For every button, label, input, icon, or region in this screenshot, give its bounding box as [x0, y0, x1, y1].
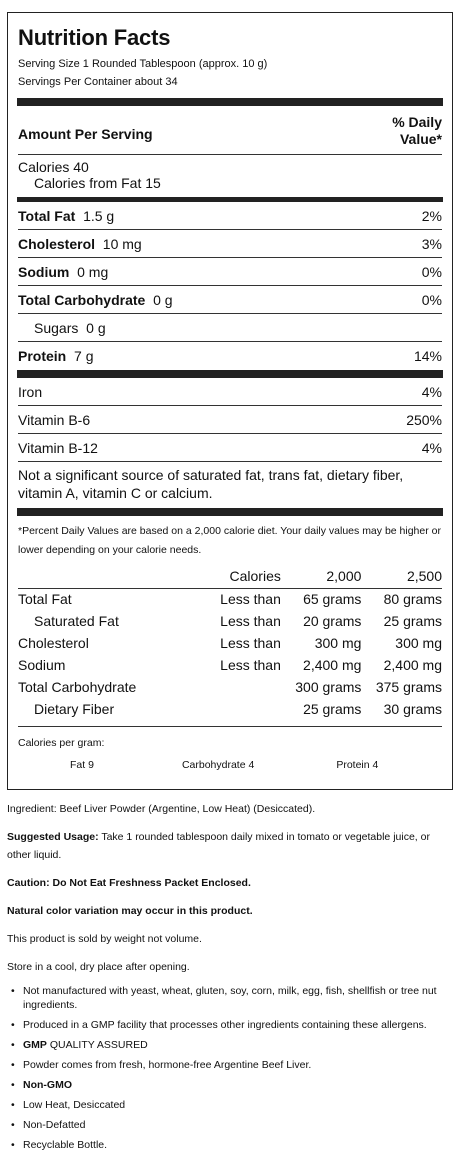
table-header: Calories 2,000 2,500 [18, 564, 442, 588]
calories-block [18, 155, 442, 197]
calories: Calories 40 [18, 159, 89, 175]
thick-divider [17, 370, 443, 378]
cpg-carbohydrate: Carbohydrate 4 [181, 759, 255, 771]
list-item: • Non-Defatted [7, 1118, 453, 1137]
serving-size: Serving Size 1 Rounded Tablespoon (approx. 10 g) [18, 58, 268, 70]
nutrition-facts-label [7, 12, 453, 790]
thick-divider [17, 98, 443, 106]
calories-per-gram-label: Calories per gram: [18, 726, 442, 749]
amount-per-serving-header [18, 106, 442, 154]
nutrient-row-cholesterol: Cholesterol 10 mg 3% [18, 230, 442, 258]
table-row: Total Fat Less than 65 grams 80 grams [18, 591, 442, 608]
daily-value-header: % Daily Value* [392, 114, 442, 147]
caution-text: Caution: Do Not Eat Freshness Packet Enclosed. [7, 877, 251, 889]
label-title: Nutrition Facts [18, 25, 171, 50]
sold-by-weight-text: This product is sold by weight not volume. [7, 933, 202, 945]
list-item: • Not manufactured with yeast, wheat, gluten, soy, corn, milk, egg, fish, shellfish or tree nut ingredients. [7, 984, 453, 1017]
thick-divider [17, 508, 443, 516]
feature-list [7, 984, 453, 1157]
calories-from-fat: Calories from Fat 15 [34, 175, 161, 191]
table-row: Cholesterol Less than 300 mg 300 mg [18, 635, 442, 651]
list-item: • Powder comes from fresh, hormone-free Argentine Beef Liver. [7, 1058, 453, 1077]
vitamin-row-b6: Vitamin B-6 250% [18, 406, 442, 434]
list-item: • Low Heat, Desiccated [7, 1098, 453, 1117]
nutrient-row-sugars: Sugars 0 g [18, 314, 442, 342]
nutrient-row-sodium: Sodium 0 mg 0% [18, 258, 442, 286]
natural-color-text: Natural color variation may occur in this product. [7, 905, 253, 917]
list-item: • GMP QUALITY ASSURED [7, 1038, 453, 1057]
vitamin-row-b12: Vitamin B-12 4% [18, 434, 442, 462]
table-row: Saturated Fat Less than 20 grams 25 grams [34, 613, 442, 629]
table-row: Dietary Fiber 25 grams 30 grams [34, 701, 442, 717]
suggested-usage: Suggested Usage: Take 1 rounded tablespoon daily mixed in tomato or vegetable juice, or other liquid. [7, 831, 430, 861]
list-item: • Recyclable Bottle. [7, 1138, 453, 1157]
servings-per-container: Servings Per Container about 34 [18, 76, 178, 88]
product-info [7, 800, 453, 1158]
cpg-protein: Protein 4 [336, 759, 379, 771]
insignificant-source-note: Not a significant source of saturated fat, trans fat, dietary fiber, vitamin A, vitamin C or calcium. [18, 467, 404, 501]
daily-value-footnote: *Percent Daily Values are based on a 2,000 calorie diet. Your daily values may be higher or lower depending on your calorie needs. [18, 525, 441, 556]
calories-per-gram-values [18, 759, 442, 771]
nutrient-row-total-fat: Total Fat 1.5 g 2% [18, 202, 442, 230]
table-row: Sodium Less than 2,400 mg 2,400 mg [18, 657, 442, 673]
table-row: Total Carbohydrate 300 grams 375 grams [18, 679, 442, 695]
ingredient-text: Ingredient: Beef Liver Powder (Argentine, Low Heat) (Desiccated). [7, 803, 316, 815]
daily-values-table [18, 564, 442, 720]
nutrient-row-total-carbohydrate: Total Carbohydrate 0 g 0% [18, 286, 442, 314]
list-item: • Non-GMO [7, 1078, 453, 1097]
list-item: • Produced in a GMP facility that processes other ingredients containing these allergens. [7, 1018, 453, 1037]
storage-text: Store in a cool, dry place after opening. [7, 961, 190, 973]
vitamin-row-iron: Iron 4% [18, 378, 442, 406]
nutrient-row-protein: Protein 7 g 14% [18, 348, 442, 364]
cpg-fat: Fat 9 [70, 759, 94, 771]
amount-per-serving: Amount Per Serving [18, 126, 153, 142]
